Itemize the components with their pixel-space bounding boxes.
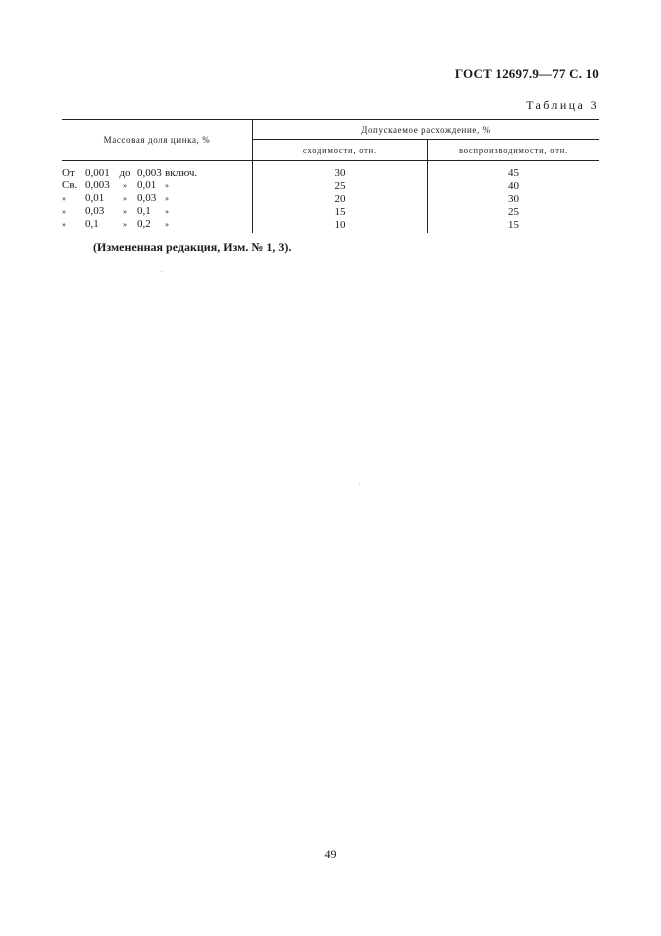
revision-note: (Измененная редакция, Изм. № 1, 3). (93, 240, 292, 254)
mass-fraction-range (62, 205, 253, 218)
convergence-value: 15 (253, 205, 428, 218)
range-separator: до (119, 167, 131, 179)
range-to: 0,003 (137, 167, 162, 179)
range-from: 0,03 (85, 205, 105, 217)
reproducibility-value: 25 (508, 205, 519, 218)
reproducibility-value: 40 (508, 179, 519, 192)
range-suffix: » (165, 194, 169, 203)
column-header-allowed-discrepancy: Допускаемое расхождение, % (253, 120, 600, 140)
page-number: 49 (324, 847, 337, 861)
range-separator: » (123, 181, 127, 190)
table-row (62, 192, 599, 205)
mass-fraction-range (62, 179, 253, 192)
range-separator: » (123, 207, 127, 216)
range-prefix: » (62, 220, 66, 229)
column-header-reproducibility: воспроизводимости, отн. (428, 140, 600, 161)
range-to: 0,01 (137, 179, 157, 191)
mass-fraction-range (62, 192, 253, 205)
range-to: 0,2 (137, 218, 151, 230)
table-row (62, 218, 599, 233)
table-row (62, 179, 599, 192)
range-from: 0,01 (85, 192, 105, 204)
range-prefix: От (62, 167, 75, 179)
column-header-mass-fraction: Массовая доля цинка, % (62, 120, 253, 161)
convergence-value: 25 (253, 179, 428, 192)
convergence-value: 30 (253, 161, 428, 180)
range-from: 0,003 (85, 179, 110, 191)
range-to: 0,1 (137, 205, 151, 217)
range-suffix: включ. (165, 167, 198, 179)
table-body (62, 161, 599, 234)
convergence-value: 10 (253, 218, 428, 233)
reproducibility-value: 30 (508, 192, 519, 205)
range-prefix: » (62, 207, 66, 216)
mass-fraction-range (62, 161, 253, 180)
tolerance-table (62, 119, 599, 233)
range-separator: » (123, 194, 127, 203)
scan-speck (359, 484, 360, 485)
reproducibility-value: 45 (508, 167, 519, 179)
convergence-value: 20 (253, 192, 428, 205)
mass-fraction-range (62, 218, 253, 233)
range-suffix: » (165, 220, 169, 229)
range-prefix: » (62, 194, 66, 203)
range-to: 0,03 (137, 192, 157, 204)
range-from: 0,1 (85, 218, 99, 230)
document-header: ГОСТ 12697.9—77 С. 10 (454, 66, 599, 81)
table-row (62, 205, 599, 218)
table-row (62, 161, 599, 180)
range-suffix: » (165, 181, 169, 190)
reproducibility-value: 15 (508, 218, 519, 231)
column-header-convergence: сходимости, отн. (253, 140, 428, 161)
range-prefix: Св. (62, 179, 78, 191)
range-from: 0,001 (85, 167, 110, 179)
table-caption: Таблица 3 (526, 98, 599, 112)
range-suffix: » (165, 207, 169, 216)
scan-speck (161, 271, 162, 272)
range-separator: » (123, 220, 127, 229)
